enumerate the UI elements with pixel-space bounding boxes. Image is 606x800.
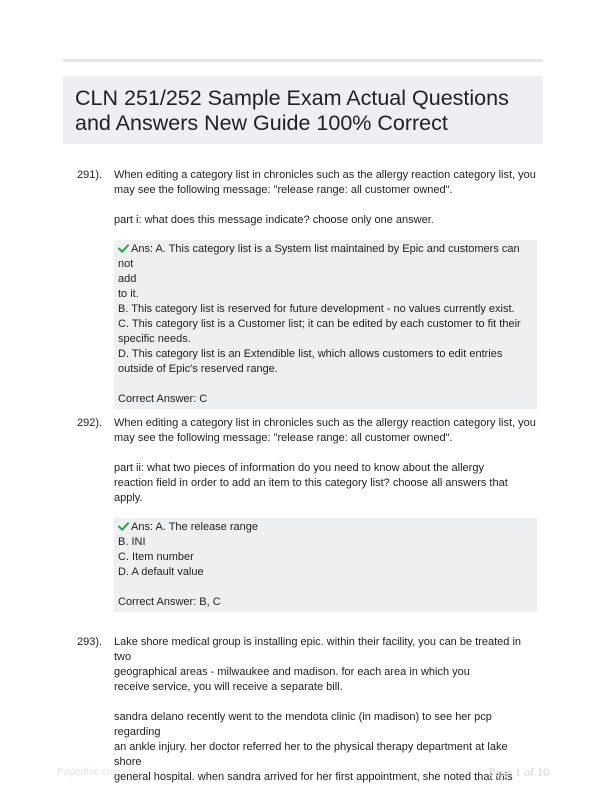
question-292: [77, 416, 537, 612]
question-text: When editing a category list in chronicles such as the allergy reaction category list, you may see the following message: "release range: all customer owned".: [114, 417, 536, 444]
answer-text: Ans: A. This category list is a System list maintained by Epic and customers can not add to it. B. This category list is reserved for future development - no values currently exist. C. This category list is a Customer list; it can be edited by each customer to fit their specific needs. D. This category list is an Extendible list, which allows customers to edit entries outside of Epic's reserved range.: [118, 243, 521, 375]
correct-answer: Correct Answer: B, C: [118, 596, 221, 608]
checkmark-icon: [118, 244, 129, 253]
question-number: 292).: [77, 417, 103, 429]
answer-box: [114, 240, 537, 409]
checkmark-icon: [118, 522, 129, 531]
page-number: Page 1 of 10: [488, 765, 549, 779]
answer-text: Ans: A. The release range B. INI C. Item number D. A default value: [118, 521, 258, 578]
top-divider: [63, 59, 543, 62]
question-part: part ii: what two pieces of information do you need to know about the allergy reaction field in order to add an item to this category list? choose all answers that apply.: [114, 462, 508, 504]
answer-box: [114, 518, 537, 612]
question-text: Lake shore medical group is installing epic. within their facility, you can be treated in two geographical areas - milwaukee and madison. for each area in which you receive service, you will receive a separate bill.: [114, 636, 522, 693]
question-293: [77, 635, 537, 800]
footer-watermark: Papertbic.com: [57, 767, 121, 778]
question-291: [77, 168, 537, 409]
question-text: sandra delano recently went to the mendota clinic (in madison) to see her pcp regarding an ankle injury. her doctor referred her to the physical therapy department at lake shore general hospital. when sandra arrived for her first appointment, she noted that this: [114, 711, 513, 783]
title-banner: [63, 76, 543, 144]
question-number: 291).: [77, 169, 103, 181]
question-text: When editing a category list in chronicles such as the allergy reaction category list, you may see the following message: "release range: all customer owned".: [114, 169, 536, 196]
question-number: 293).: [77, 636, 103, 648]
question-part: part i: what does this message indicate? choose only one answer.: [114, 214, 434, 226]
correct-answer: Correct Answer: C: [118, 393, 208, 405]
page-title: CLN 251/252 Sample Exam Actual Questions and Answers New Guide 100% Correct: [75, 86, 509, 135]
